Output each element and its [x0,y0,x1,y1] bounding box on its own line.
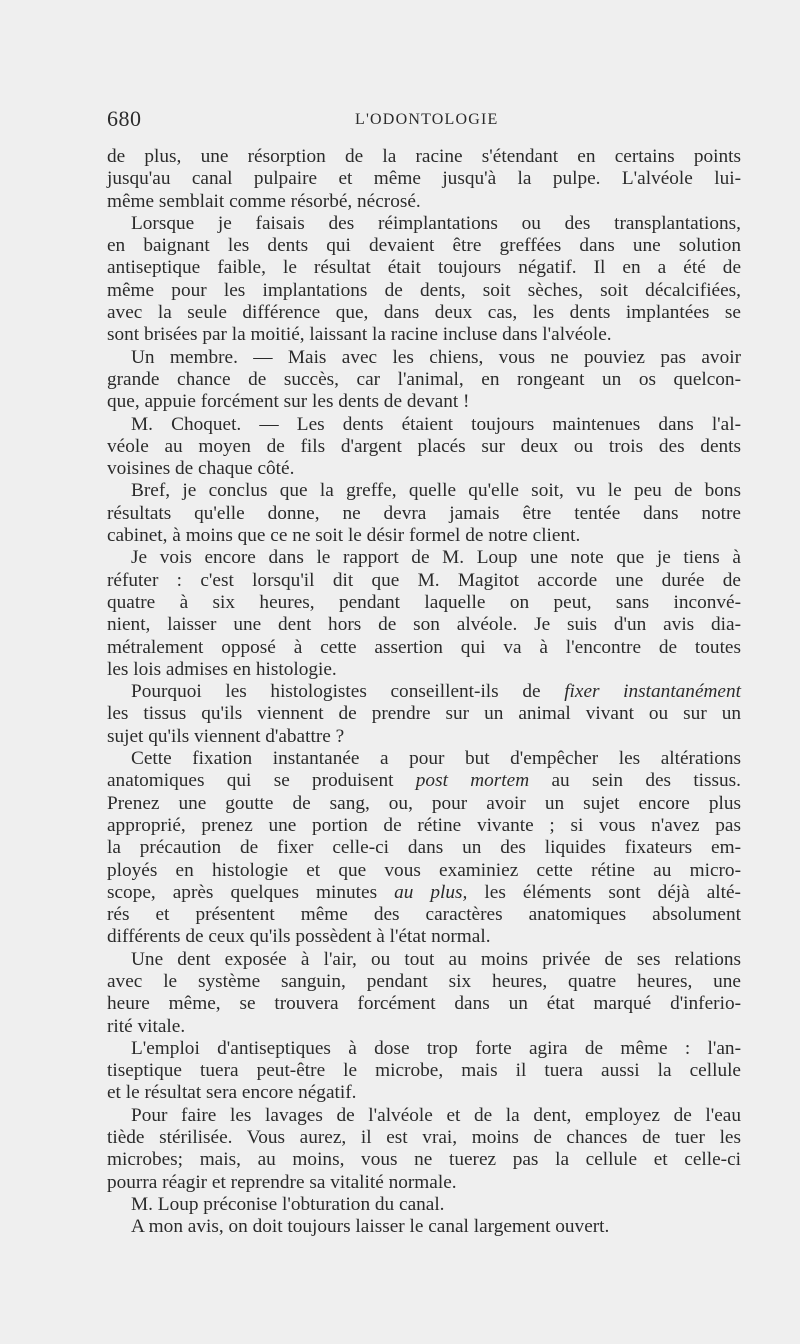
text-line: Cette fixation instantanée a pour but d'empêcher les altérations [131,748,741,770]
text-line: jusqu'au canal pulpaire et même jusqu'à la pulpe. L'alvéole lui- [107,168,741,190]
text-line: réfuter : c'est lorsqu'il dit que M. Magitot accorde une durée de [107,569,741,591]
text-line: la précaution de fixer celle-ci dans un des liquides fixateurs em- [107,837,741,859]
running-title: L'ODONTOLOGIE [355,111,499,128]
text-line: Pour faire les lavages de l'alvéole et de la dent, employez de l'eau [131,1104,741,1126]
italic-segment: fixer instantanément [564,681,741,703]
text-line: sujet qu'ils viennent d'abattre ? [107,725,345,747]
text-line: même semblait comme résorbé, nécrosé. [107,190,421,212]
text-line: M. Loup préconise l'obturation du canal. [131,1193,445,1215]
text-line: M. Choquet. — Les dents étaient toujours maintenues dans l'al- [131,413,741,435]
text-line: microbes; mais, au moins, vous ne tuerez pas la cellule et celle-ci [107,1149,741,1171]
text-line: voisines de chaque côté. [107,458,295,480]
text-line: véole au moyen de fils d'argent placés sur deux ou trois des dents [107,435,741,457]
text-segment: les éléments sont déjà alté- [484,881,741,903]
text-line: en baignant les dents qui devaient être greffées dans une solution [107,235,741,257]
text-line: tiseptique tuera peut-être le microbe, mais il tuera aussi la cellule [107,1060,741,1082]
text-line: grande chance de succès, car l'animal, en rongeant un os quelcon- [107,368,741,390]
text-segment: scope, après quelques minutes [107,881,378,903]
text-line: Lorsque je faisais des réimplantations ou des transplantations, [131,212,741,234]
text-line: de plus, une résorption de la racine s'étendant en certains points [107,146,741,167]
text-line: A mon avis, on doit toujours laisser le canal largement ouvert. [131,1216,610,1238]
text-line: quatre à six heures, pendant laquelle on peut, sans inconvé- [107,591,741,613]
text-line: nient, laisser une dent hors de son alvéole. Je suis d'un avis dia- [107,614,741,636]
text-line: les tissus qu'ils viennent de prendre sur un animal vivant ou sur un [107,703,741,725]
text-line [107,681,741,703]
text-line: avec la seule différence que, dans deux cas, les dents implantées se [107,302,741,324]
italic-segment: au plus, [394,881,468,903]
text-line: et le résultat sera encore négatif. [107,1082,357,1104]
text-line: que, appuie forcément sur les dents de devant ! [107,391,470,413]
text-line: Bref, je conclus que la greffe, quelle qu'elle soit, vu le peu de bons [131,480,741,502]
text-line: même pour les implantations de dents, soit sèches, soit décalcifiées, [107,279,741,301]
text-line: ployés en histologie et que vous examiniez cette rétine au micro- [107,859,741,881]
text-line: rité vitale. [107,1015,186,1037]
text-segment: au sein des tissus. [551,770,742,792]
text-line: avec le système sanguin, pendant six heures, quatre heures, une [107,970,741,992]
page-header [107,106,740,136]
italic-segment: post mortem [415,770,530,792]
text-line: tiède stérilisée. Vous aurez, il est vrai, moins de chances de tuer les [107,1127,741,1149]
text-line: antiseptique faible, le résultat était toujours négatif. Il en a été de [107,257,741,279]
text-line: résultats qu'elle donne, ne devra jamais être tentée dans notre [107,502,741,524]
text-line: Je vois encore dans le rapport de M. Loup une note que je tiens à [131,547,741,569]
text-line: heure même, se trouvera forcément dans un état marqué d'inferio- [107,993,741,1015]
text-line: sont brisées par la moitié, laissant la racine incluse dans l'alvéole. [107,324,612,346]
text-line: Un membre. — Mais avec les chiens, vous ne pouviez pas avoir [131,346,741,368]
text-line: L'emploi d'antiseptiques à dose trop forte agira de même : l'an- [131,1037,741,1059]
text-line [107,770,741,792]
text-segment: Pourquoi les histologistes conseillent-ils de [131,681,541,703]
text-segment: anatomiques qui se produisent [107,770,394,792]
text-line: Prenez une goutte de sang, ou, pour avoir un sujet encore plus [107,792,741,814]
text-line: approprié, prenez une portion de rétine vivante ; si vous n'avez pas [107,814,741,836]
body-text [107,146,741,1239]
text-line: différents de ceux qu'ils possèdent à l'état normal. [107,926,491,948]
page-number: 680 [107,106,142,131]
text-line: Une dent exposée à l'air, ou tout au moins privée de ses relations [131,948,741,970]
text-line: pourra réagir et reprendre sa vitalité normale. [107,1171,457,1193]
text-line: rés et présentent même des caractères anatomiques absolument [107,904,741,926]
text-line: cabinet, à moins que ce ne soit le désir formel de notre client. [107,525,581,547]
text-line: les lois admises en histologie. [107,658,337,680]
text-line [107,882,741,904]
text-line: métralement opposé à cette assertion qui va à l'encontre de toutes [107,636,741,658]
